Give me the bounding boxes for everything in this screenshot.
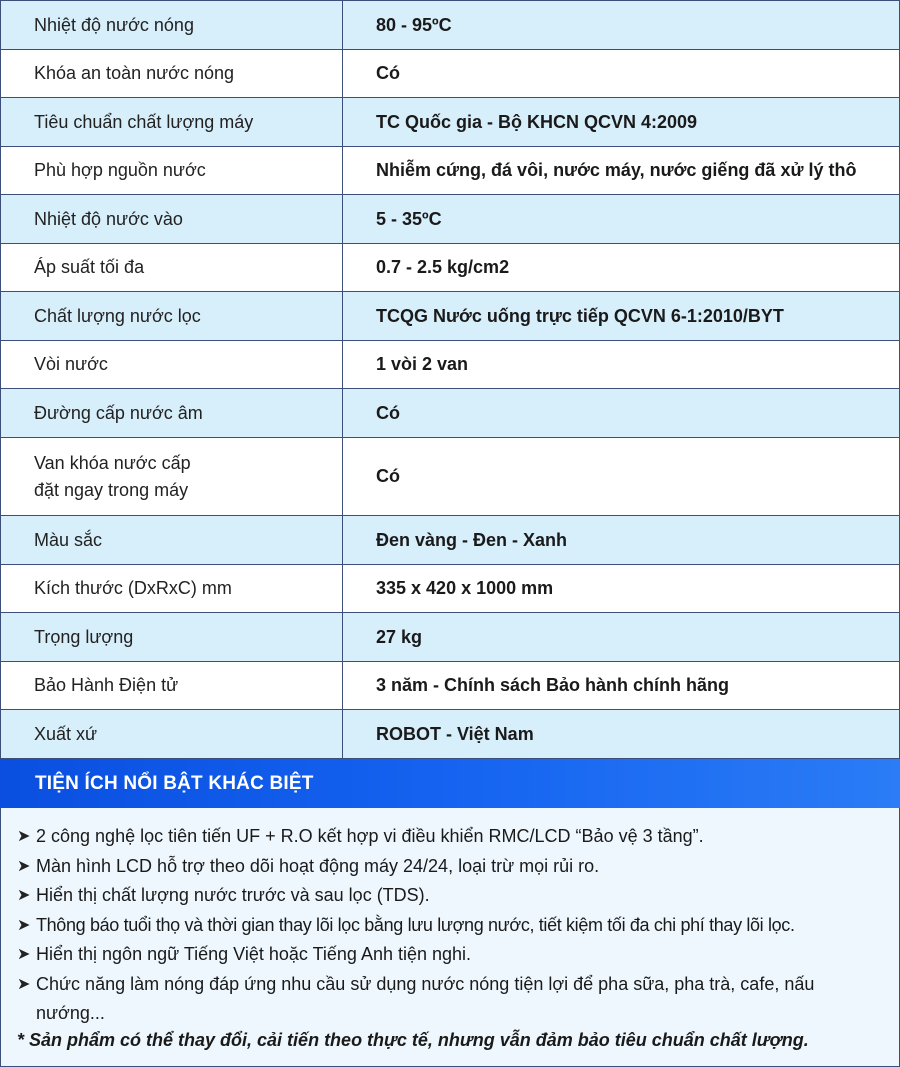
spec-value: 80 - 95ºC [343, 1, 900, 50]
spec-label: Nhiệt độ nước vào [1, 195, 343, 244]
feature-text: Hiển thị ngôn ngữ Tiếng Việt hoặc Tiếng Anh tiện nghi. [36, 944, 472, 964]
spec-row [1, 613, 900, 662]
feature-text: Hiển thị chất lượng nước trước và sau lọc (TDS). [36, 885, 430, 905]
spec-value: 5 - 35ºC [343, 195, 900, 244]
spec-row [1, 147, 900, 195]
spec-value: TC Quốc gia - Bộ KHCN QCVN 4:2009 [343, 98, 900, 147]
spec-label: Tiêu chuẩn chất lượng máy [1, 98, 343, 147]
spec-value: 3 năm - Chính sách Bảo hành chính hãng [343, 662, 900, 710]
spec-label: Màu sắc [1, 516, 343, 565]
spec-row [1, 516, 900, 565]
arrow-right-icon: ➤ [17, 887, 31, 904]
spec-label: Đường cấp nước âm [1, 389, 343, 438]
spec-value: TCQG Nước uống trực tiếp QCVN 6-1:2010/BYT [343, 292, 900, 341]
arrow-right-icon: ➤ [17, 975, 31, 993]
features-panel [0, 808, 900, 1067]
spec-value: 335 x 420 x 1000 mm [343, 565, 900, 613]
spec-value: ROBOT - Việt Nam [343, 710, 900, 759]
feature-item [17, 940, 899, 970]
spec-label: Bảo Hành Điện tử [1, 662, 343, 710]
spec-label: Vòi nước [1, 341, 343, 389]
spec-row [1, 438, 900, 516]
arrow-right-icon: ➤ [17, 946, 31, 963]
spec-value: Nhiễm cứng, đá vôi, nước máy, nước giếng đã xử lý thô [343, 147, 900, 195]
disclaimer-note: * Sản phẩm có thể thay đổi, cải tiến theo thực tế, nhưng vẫn đảm bảo tiêu chuẩn chất lượng. [17, 1029, 809, 1050]
arrow-right-icon: ➤ [17, 857, 31, 875]
spec-row [1, 662, 900, 710]
spec-row [1, 50, 900, 98]
spec-row [1, 710, 900, 759]
spec-row [1, 565, 900, 613]
spec-value: 27 kg [343, 613, 900, 662]
features-list [1, 808, 899, 1029]
spec-row [1, 98, 900, 147]
spec-row [1, 1, 900, 50]
spec-row [1, 341, 900, 389]
spec-row [1, 292, 900, 341]
spec-value: Có [343, 389, 900, 438]
feature-text: Chức năng làm nóng đáp ứng nhu cầu sử dụng nước nóng tiện lợi để pha sữa, pha trà, cafe, nấu nướng... [36, 973, 815, 1023]
spec-label: Khóa an toàn nước nóng [1, 50, 343, 98]
spec-label: Kích thước (DxRxC) mm [1, 565, 343, 613]
spec-label: Phù hợp nguồn nước [1, 147, 343, 195]
feature-item [17, 911, 899, 941]
arrow-right-icon: ➤ [17, 916, 31, 934]
spec-value: 0.7 - 2.5 kg/cm2 [343, 244, 900, 292]
spec-value: Đen vàng - Đen - Xanh [343, 516, 900, 565]
feature-item [17, 881, 899, 911]
arrow-right-icon: ➤ [17, 828, 31, 845]
spec-row [1, 195, 900, 244]
spec-label-line: đặt ngay trong máy [34, 479, 189, 500]
feature-item [17, 970, 899, 1029]
feature-text: Màn hình LCD hỗ trợ theo dõi hoạt động máy 24/24, loại trừ mọi rủi ro. [36, 855, 600, 876]
spec-label: Trọng lượng [1, 613, 343, 662]
spec-label: Nhiệt độ nước nóng [1, 1, 343, 50]
spec-value: Có [343, 50, 900, 98]
feature-item [17, 822, 899, 852]
spec-label: Xuất xứ [1, 710, 343, 759]
features-banner [0, 759, 900, 808]
feature-item [17, 852, 899, 882]
spec-label [1, 438, 343, 516]
spec-value: Có [343, 438, 900, 516]
feature-text: Thông báo tuổi thọ và thời gian thay lõi lọc bằng lưu lượng nước, tiết kiệm tối đa chi phí thay lõi lọc. [36, 914, 795, 935]
spec-value: 1 vòi 2 van [343, 341, 900, 389]
spec-label-line: Van khóa nước cấp [34, 452, 191, 473]
spec-row [1, 389, 900, 438]
spec-label: Áp suất tối đa [1, 244, 343, 292]
spec-label: Chất lượng nước lọc [1, 292, 343, 341]
feature-text: 2 công nghệ lọc tiên tiến UF + R.O kết hợp vi điều khiển RMC/LCD “Bảo vệ 3 tầng”. [36, 826, 704, 846]
banner-title: TIỆN ÍCH NỔI BẬT KHÁC BIỆT [35, 772, 314, 794]
spec-row [1, 244, 900, 292]
